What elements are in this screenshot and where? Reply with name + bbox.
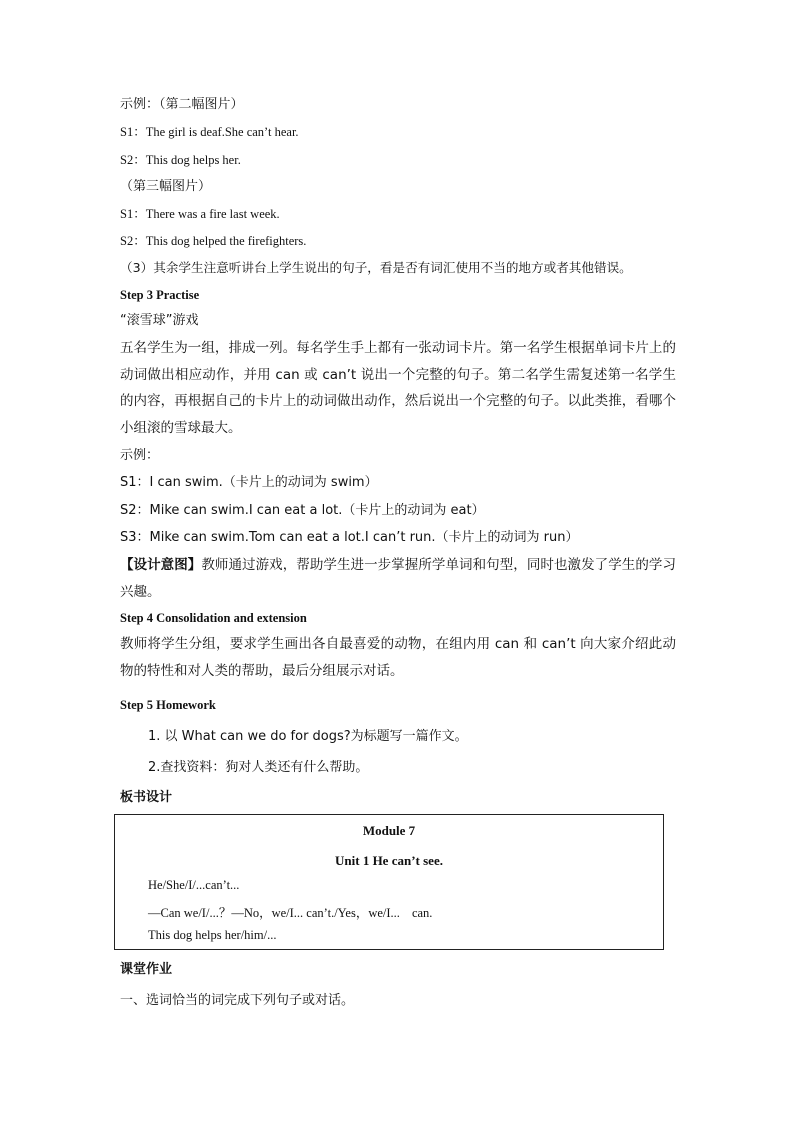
board-line: [148, 903, 432, 921]
homework-item: 2.查找资料：狗对人类还有什么帮助。: [148, 760, 369, 775]
game-title: “滚雪球”游戏: [120, 313, 199, 328]
board-line-part: can.: [411, 906, 433, 920]
dialog-line: S2：This dog helped the firefighters.: [120, 234, 307, 248]
step4-heading: Step 4 Consolidation and extension: [120, 611, 307, 625]
game-paragraph: 五名学生为一组，排成一列。每名学生手上都有一张动词卡片。第一名学生根据单词卡片上的动词做出相应动作，并用 can 或 can’t 说出一个完整的句子。第二名学生需复述第一名学生的内容，再根据自己的卡片上的动词做出动作，然后说出一个完整的句子。以此类推，看哪个小组滚的雪球最大。: [120, 340, 676, 436]
note-line: （3）其余学生注意听讲台上学生说出的句子，看是否有词汇使用不当的地方或者其他错误。: [120, 260, 632, 275]
board-design-heading: 板书设计: [120, 790, 173, 805]
classwork-heading: 课堂作业: [120, 962, 173, 977]
picture-label: （第三幅图片）: [120, 179, 212, 194]
board-module: Module 7: [362, 823, 416, 838]
example-line: S3：Mike can swim.Tom can eat a lot.I can’t run.（卡片上的动词为 run）: [120, 530, 579, 545]
homework-item: 1. 以 What can we do for dogs?为标题写一篇作文。: [148, 729, 468, 744]
dialog-line: S2：This dog helps her.: [120, 153, 241, 167]
board-line-part: —Can we/I/...？—No，we/I... can’t./Yes，we/I...: [148, 906, 400, 920]
step3-heading: Step 3 Practise: [120, 288, 200, 302]
example-line: S1：I can swim.（卡片上的动词为 swim）: [120, 475, 378, 490]
example-label: 示例：（第二幅图片）: [120, 97, 244, 112]
dialog-line: S1：There was a fire last week.: [120, 207, 280, 221]
example-label: 示例：: [120, 448, 160, 463]
design-intent-tag: 【设计意图】: [120, 557, 202, 573]
board-line: This dog helps her/him/...: [148, 928, 277, 942]
design-intent-text: 教师通过游戏，帮助学生进一步掌握所学单词和句型，同时也激发了学生的学习兴趣。: [120, 557, 676, 600]
design-intent: [120, 552, 676, 605]
step5-heading: Step 5 Homework: [120, 698, 216, 712]
step4-paragraph: 教师将学生分组，要求学生画出各自最喜爱的动物，在组内用 can 和 can’t 向大家介绍此动物的特性和对人类的帮助，最后分组展示对话。: [120, 636, 676, 679]
board-design-box: [114, 814, 664, 950]
board-line: He/She/I/...can’t...: [148, 878, 240, 892]
example-line: S2：Mike can swim.I can eat a lot.（卡片上的动词为 eat）: [120, 503, 485, 518]
board-unit: Unit 1 He can’t see.: [335, 853, 443, 868]
exercise-instruction: 一、选词恰当的词完成下列句子或对话。: [120, 993, 355, 1008]
dialog-line: S1：The girl is deaf.She can’t hear.: [120, 125, 299, 139]
